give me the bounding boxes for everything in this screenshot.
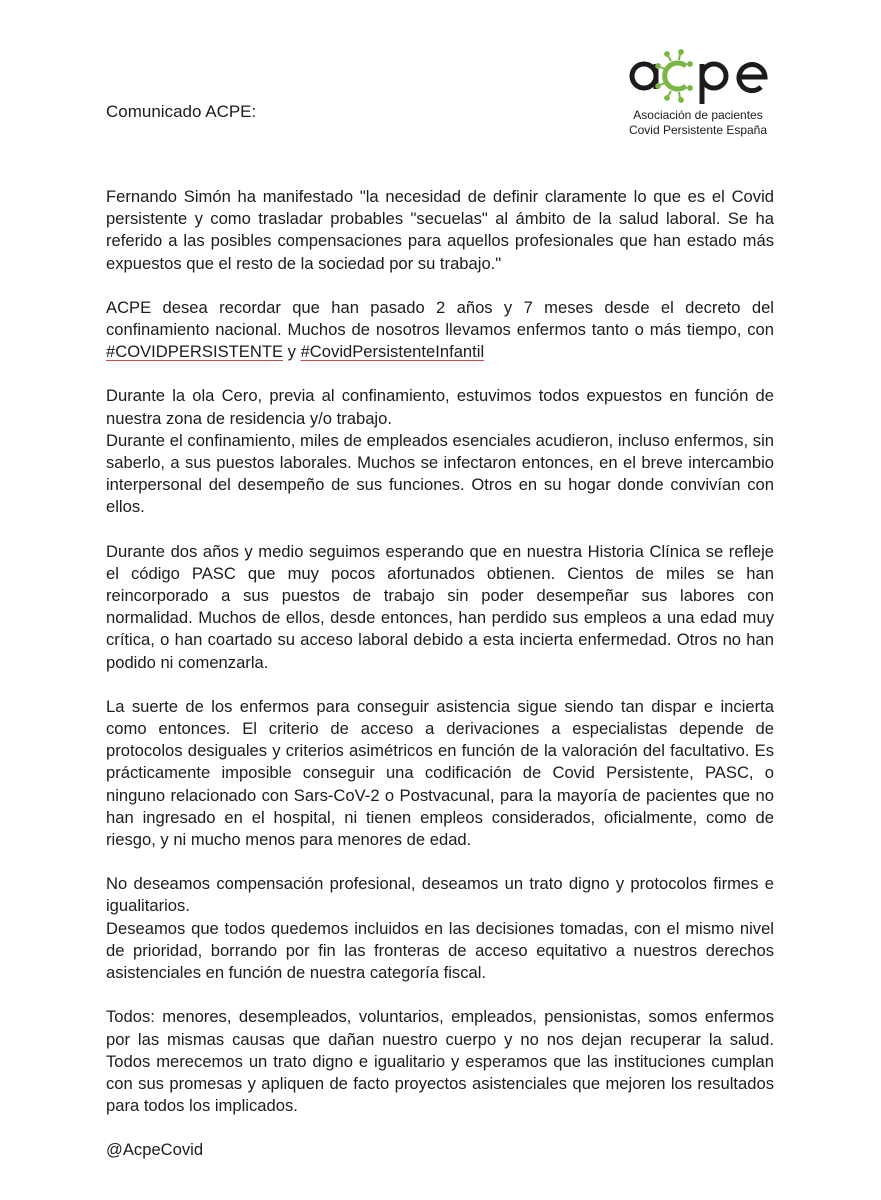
- acpe-logo: [618, 44, 778, 140]
- statement-body: [106, 186, 774, 1184]
- logo-subtitle-line1: Asociación de pacientes: [633, 108, 763, 122]
- hashtag-covidpersistenteinfantil[interactable]: #CovidPersistenteInfantil: [300, 342, 485, 362]
- acpe-wordmark-logo: [624, 44, 774, 104]
- paragraph-2-text: ACPE desea recordar que han pasado 2 años y 7 meses desde el decreto del confinamiento nacional. Muchos de nosotros llevamos enfermos tanto o más tiempo, con: [106, 297, 774, 340]
- hashtag-covidpersistente[interactable]: #COVIDPERSISTENTE: [106, 342, 284, 362]
- paragraph-2: [106, 297, 774, 364]
- paragraph-8: Deseamos que todos quedemos incluidos en las decisiones tomadas, con el mismo nivel de prioridad, borrando por fin las fronteras de acceso equitativo a nuestros derechos asistenciales en función de nuestra categoría fiscal.: [106, 918, 774, 983]
- paragraph-6: La suerte de los enfermos para conseguir asistencia sigue siendo tan dispar e incierta como entonces. El criterio de acceso a derivaciones a especialistas depende de protocolos desiguales y criterios asimétricos en función de la valoración del facultativo. Es prácticamente imposible conseguir una codificación de Covid Persistente, PASC, o ninguno relacionado con Sars-CoV-2 o Postvacunal, para la mayoría de pacientes que no han ingresado en el hospital, ni tienen empleos considerados, oficialmente, como de riesgo, y ni mucho menos para menores de edad.: [106, 696, 774, 850]
- signature-handle: @AcpeCovid: [106, 1140, 204, 1160]
- paragraph-3: Durante la ola Cero, previa al confinamiento, estuvimos todos expuestos en función de nuestra zona de residencia y/o trabajo.: [106, 386, 774, 428]
- logo-subtitle-line2: Covid Persistente España: [628, 123, 768, 137]
- paragraph-2-join: y: [283, 342, 301, 362]
- logo-subtitle: [618, 108, 778, 138]
- paragraph-9: Todos: menores, desempleados, voluntarios, empleados, pensionistas, somos enfermos por las mismas causas que dañan nuestro cuerpo y no nos dejan recuperar la salud. Todos merecemos un trato digno e igualitario y esperamos que las instituciones cumplan con sus promesas y apliquen de facto proyectos asistenciales que mejoren los resultados para todos los implicados.: [106, 1007, 774, 1116]
- virus-icon: [656, 50, 693, 103]
- paragraph-1: Fernando Simón ha manifestado "la necesidad de definir claramente lo que es el Covid persistente y como trasladar probables "secuelas" al ámbito de la salud laboral. Se ha referido a las posibles compensaciones para aquellos profesionales que han estado más expuestos que el resto de la sociedad por su trabajo.": [106, 187, 774, 273]
- paragraph-7: No deseamos compensación profesional, deseamos un trato digno y protocolos firmes e igualitarios.: [106, 874, 774, 916]
- paragraph-5: Durante dos años y medio seguimos esperando que en nuestra Historia Clínica se refleje el código PASC que muy pocos afortunados obtienen. Cientos de miles se han reincorporado a sus puestos de trabajo sin poder desempeñar sus labores con normalidad. Muchos de ellos, desde entonces, han perdido sus empleos a una edad muy crítica, o han coartado su acceso laboral debido a esta incierta enfermedad. Otros no han podido ni comenzarla.: [106, 541, 774, 672]
- document-title: Comunicado ACPE:: [106, 102, 257, 121]
- paragraph-4: Durante el confinamiento, miles de empleados esenciales acudieron, incluso enfermos, sin saberlo, a sus puestos laborales. Muchos se infectaron entonces, en el breve intercambio interpersonal del desempeño de sus funciones. Otros en su hogar donde convivían con ellos.: [106, 430, 774, 517]
